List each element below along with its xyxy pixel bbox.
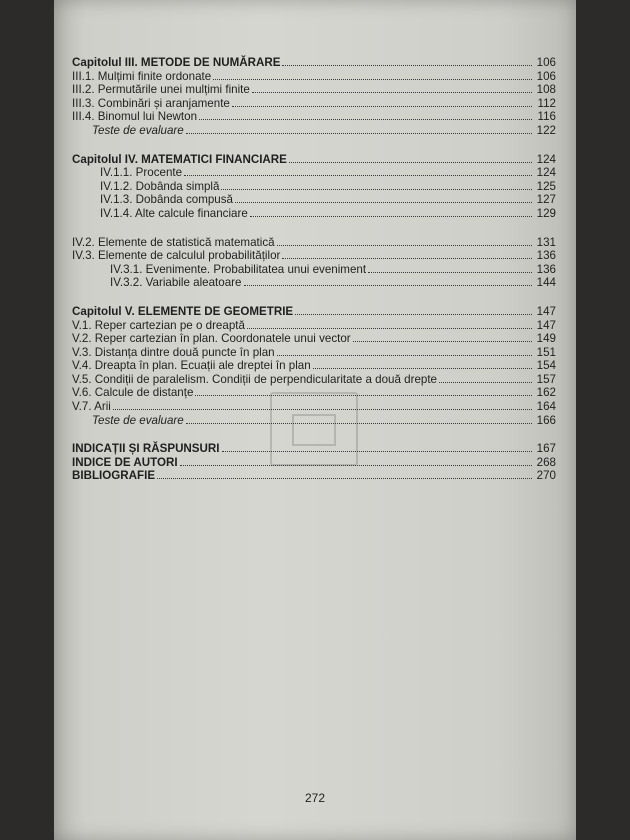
toc-section xyxy=(72,153,556,221)
toc-entry-label: V.6. Calcule de distanțe xyxy=(72,386,194,400)
toc-entry-row xyxy=(72,97,556,111)
dot-leader xyxy=(368,263,532,273)
toc-page-number: 124 xyxy=(536,152,556,166)
dot-leader xyxy=(295,305,532,315)
dot-leader xyxy=(289,153,532,163)
toc-page-number: 154 xyxy=(536,359,556,373)
dot-leader xyxy=(180,456,532,466)
toc-entry-label: III.3. Combinări și aranjamente xyxy=(72,96,230,110)
toc-entry-row xyxy=(72,263,556,277)
toc-chapter-row xyxy=(72,305,556,319)
toc-page-number: 270 xyxy=(536,469,556,483)
toc-entry-label: IV.1.3. Dobânda compusă xyxy=(100,193,233,207)
dot-leader xyxy=(247,319,532,329)
toc-page-number: 106 xyxy=(536,56,556,69)
toc-page-number: 164 xyxy=(536,400,556,414)
toc-entry-row xyxy=(72,469,556,483)
toc-entry-row xyxy=(72,249,556,263)
dot-leader xyxy=(235,193,532,203)
toc-entry-label: Capitolul V. ELEMENTE DE GEOMETRIE xyxy=(72,304,294,318)
toc-entry-label: INDICE DE AUTORI xyxy=(72,455,178,469)
dot-leader xyxy=(213,70,532,80)
toc-entry-label: V.2. Reper cartezian în plan. Coordonatele unui vector xyxy=(72,332,351,346)
toc-page-number: 106 xyxy=(536,69,556,83)
toc-entry-row xyxy=(72,166,556,180)
toc-entry-row xyxy=(72,70,556,84)
toc-entry-label: Teste de evaluare xyxy=(92,123,184,137)
toc-entry-label: INDICAȚII ȘI RĂSPUNSURI xyxy=(72,442,220,456)
dot-leader xyxy=(277,236,532,246)
dot-leader xyxy=(186,414,532,424)
toc-entry-row xyxy=(72,386,556,400)
toc-entry-row xyxy=(72,193,556,207)
toc-page-number: 149 xyxy=(536,332,556,346)
toc-page-number: 136 xyxy=(536,249,556,263)
toc-page-number: 124 xyxy=(536,166,556,180)
toc-entry-label: V.5. Condiții de paralelism. Condiții de perpendicularitate a două drepte xyxy=(72,372,438,386)
toc-page-number: 122 xyxy=(536,123,556,137)
toc-entry-label: V.4. Dreapta în plan. Ecuații ale dreptei în plan xyxy=(72,359,311,373)
toc-entry-row xyxy=(72,359,556,373)
toc-page-number: 162 xyxy=(536,386,556,400)
toc-entry-row xyxy=(72,180,556,194)
dot-leader xyxy=(277,346,532,356)
toc-entry-row xyxy=(72,400,556,414)
toc-entry-label: IV.1.4. Alte calcule financiare xyxy=(100,206,248,220)
toc-section xyxy=(72,442,556,483)
toc-entry-row xyxy=(72,83,556,97)
dot-leader xyxy=(353,332,532,342)
dot-leader xyxy=(313,359,532,369)
toc-entry-row xyxy=(72,332,556,346)
toc-entry-row xyxy=(72,276,556,290)
toc-entry-label: Capitolul IV. MATEMATICI FINANCIARE xyxy=(72,152,287,166)
toc-page-number: 144 xyxy=(536,276,556,290)
toc-entry-row xyxy=(72,456,556,470)
toc-page-number: 136 xyxy=(536,262,556,276)
toc-page-number: 129 xyxy=(536,206,556,220)
toc-page-number: 167 xyxy=(536,442,556,456)
dot-leader xyxy=(250,207,532,217)
toc-entry-row xyxy=(72,236,556,250)
toc-section xyxy=(72,56,556,138)
toc-entry-row xyxy=(72,373,556,387)
toc-page-number: 131 xyxy=(536,235,556,249)
dot-leader xyxy=(157,469,532,479)
toc-entry-label: IV.2. Elemente de statistică matematică xyxy=(72,235,275,249)
toc-entry-row xyxy=(72,319,556,333)
toc-entry-row xyxy=(72,124,556,138)
toc-entry-row xyxy=(72,442,556,456)
toc-entry-label: V.1. Reper cartezian pe o dreaptă xyxy=(72,318,245,332)
toc-page-number: 147 xyxy=(536,318,556,332)
page-number: 272 xyxy=(304,791,326,805)
dot-leader xyxy=(282,249,532,259)
toc-entry-label: IV.3.1. Evenimente. Probabilitatea unui eveniment xyxy=(110,262,367,276)
toc-page-number: 108 xyxy=(536,83,556,97)
toc-entry-label: V.3. Distanța dintre două puncte în plan xyxy=(72,345,275,359)
toc-entry-label: BIBLIOGRAFIE xyxy=(72,469,156,483)
toc-page-number: 166 xyxy=(536,413,556,427)
dot-leader xyxy=(222,442,532,452)
toc-entry-label: III.1. Mulțimi finite ordonate xyxy=(72,69,212,83)
toc-section xyxy=(72,305,556,427)
dot-leader xyxy=(244,276,533,286)
toc-page-number: 127 xyxy=(536,193,556,207)
toc-entry-label: IV.1.2. Dobânda simplă xyxy=(100,179,220,193)
toc-entry-label: Teste de evaluare xyxy=(92,413,184,427)
toc-page-number: 116 xyxy=(537,110,556,124)
toc-page-number: 147 xyxy=(536,304,556,318)
toc-entry-label: IV.1.1. Procente xyxy=(100,166,183,180)
toc-page-number: 151 xyxy=(536,345,556,359)
toc-entry-row xyxy=(72,346,556,360)
toc-chapter-row xyxy=(72,56,556,70)
dot-leader xyxy=(199,110,532,120)
table-of-contents xyxy=(72,56,556,498)
toc-entry-label: IV.3. Elemente de calculul probabilităților xyxy=(72,249,281,263)
toc-entry-label: III.4. Binomul lui Newton xyxy=(72,110,198,124)
dot-leader xyxy=(186,124,532,134)
toc-entry-row xyxy=(72,207,556,221)
toc-chapter-row xyxy=(72,153,556,167)
dot-leader xyxy=(113,400,532,410)
dot-leader xyxy=(252,83,532,93)
toc-entry-row xyxy=(72,110,556,124)
toc-page-number: 157 xyxy=(536,372,556,386)
dot-leader xyxy=(282,56,532,66)
toc-entry-label: IV.3.2. Variabile aleatoare xyxy=(110,276,242,290)
toc-page-number: 112 xyxy=(537,96,556,110)
toc-entry-label: V.7. Arii xyxy=(72,400,111,414)
dot-leader xyxy=(195,386,532,396)
dot-leader xyxy=(221,180,532,190)
toc-entry-row xyxy=(72,414,556,428)
dot-leader xyxy=(184,166,532,176)
dot-leader xyxy=(439,373,532,383)
toc-entry-label: III.2. Permutările unei mulțimi finite xyxy=(72,83,250,97)
toc-page-number: 268 xyxy=(536,455,556,469)
book-page xyxy=(54,0,576,840)
toc-page-number: 125 xyxy=(536,179,556,193)
dot-leader xyxy=(232,97,532,107)
toc-entry-label: Capitolul III. METODE DE NUMĂRARE xyxy=(72,56,281,69)
toc-section xyxy=(72,236,556,290)
